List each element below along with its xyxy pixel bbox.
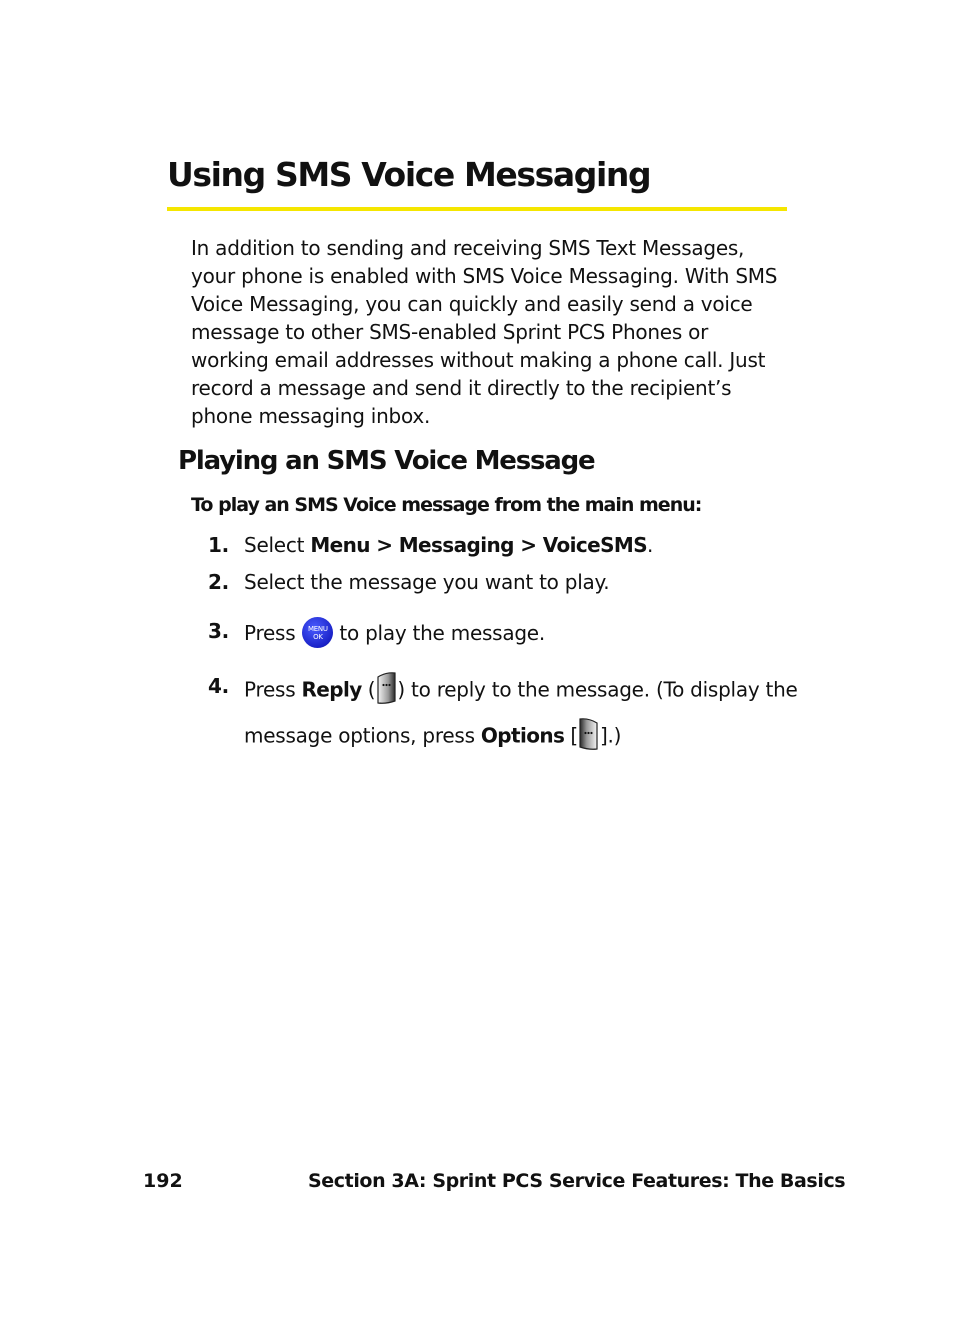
step-text-plain: Press — [244, 621, 296, 645]
footer-section-label: Section 3A: Sprint PCS Service Features: The Basics — [308, 1170, 846, 1192]
procedure-lead: To play an SMS Voice message from the main menu: — [191, 494, 702, 516]
step-number: 3. — [208, 619, 230, 643]
step-text: Select the message you want to play. — [244, 570, 610, 594]
section-heading: Playing an SMS Voice Message — [178, 446, 595, 476]
step-text — [244, 720, 621, 754]
step-text-plain: Select — [244, 533, 311, 557]
step-number: 4. — [208, 674, 230, 698]
key-label-bottom: OK — [313, 633, 323, 641]
soft-key-icon — [375, 671, 397, 705]
options-label: Options — [480, 723, 565, 748]
step-text-plain: Press — [244, 677, 302, 702]
step-number: 1. — [208, 533, 230, 557]
step-text — [244, 533, 653, 557]
step-text-plain: to play the message. — [339, 621, 545, 645]
soft-key-icon — [578, 717, 600, 751]
step-text — [244, 619, 545, 650]
key-label-top: MENU — [307, 625, 328, 633]
step-text-plain: message options, press — [244, 723, 481, 748]
step-number: 2. — [208, 570, 230, 594]
step-text-plain: ( — [361, 677, 376, 702]
step-text — [244, 674, 798, 708]
menu-path: Menu > Messaging > VoiceSMS — [310, 533, 648, 557]
reply-label: Reply — [301, 677, 362, 702]
step-text-plain: ].) — [599, 723, 622, 748]
step-text-plain: . — [647, 533, 654, 557]
intro-paragraph: In addition to sending and receiving SMS Text Messages, your phone is enabled with SMS Voice Messaging. With SMS Voice Messaging, you can quickly and easily send a voice message to other SMS-enabled Sprint PCS Phones or working email addresses without making a phone call. Just record a message and send it directly to the recipient’s phone messaging inbox. — [191, 236, 778, 428]
title-underline-rule — [167, 207, 787, 211]
step-text-plain: [ — [564, 723, 578, 748]
page-number: 192 — [143, 1170, 183, 1192]
step-text-plain: ) to reply to the message. (To display the — [397, 677, 798, 702]
menu-ok-key-icon — [302, 617, 333, 648]
page-title: Using SMS Voice Messaging — [167, 155, 651, 194]
